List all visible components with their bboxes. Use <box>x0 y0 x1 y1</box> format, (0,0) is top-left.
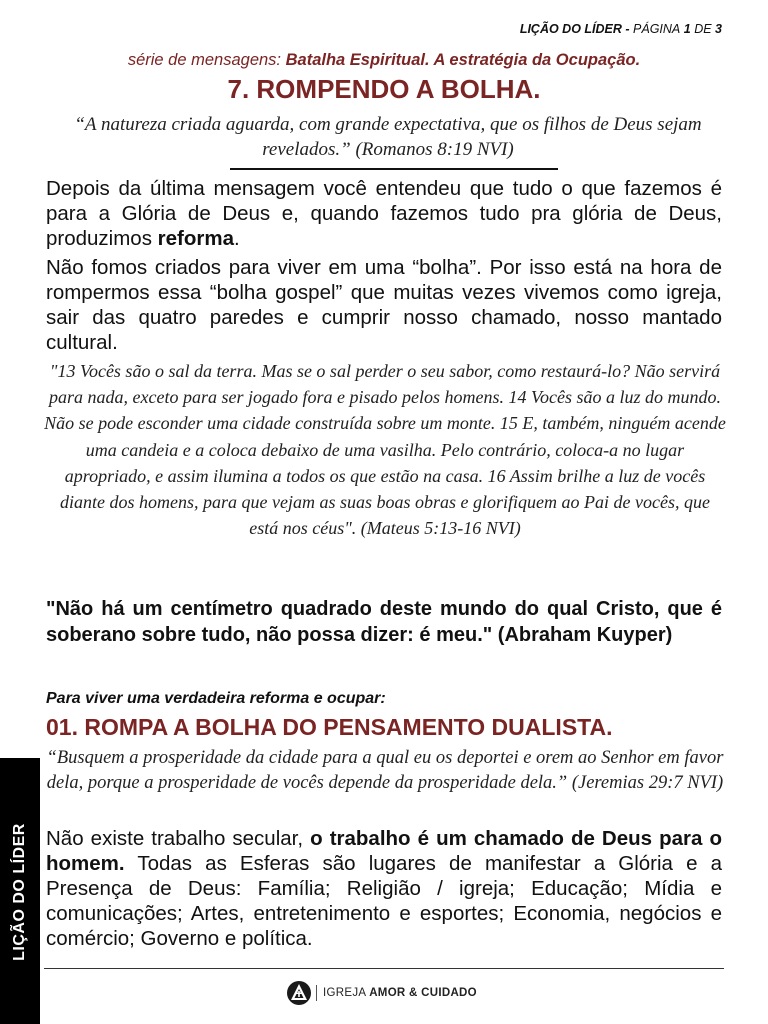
footer-church-name <box>323 987 477 999</box>
kuyper-quote: "Não há um centímetro quadrado deste mundo do qual Cristo, que é soberano sobre tudo, não possa dizer: é meu." (Abraham Kuyper) <box>46 598 722 646</box>
paragraph-intro-emphasis: reforma <box>157 227 235 250</box>
section-intro: Para viver uma verdadeira reforma e ocupar: <box>46 690 386 707</box>
side-tab-label: LIÇÃO DO LÍDER <box>11 823 28 961</box>
opening-verse: “A natureza criada aguarda, com grande expectativa, que os filhos de Deus sejam revelados.” (Romanos 8:19 NVI) <box>74 114 702 160</box>
series-line <box>0 51 768 70</box>
series-name: Batalha Espiritual. A estratégia da Ocupação. <box>285 51 641 69</box>
church-logo-icon <box>286 980 312 1006</box>
series-prefix: série de mensagens: <box>127 51 282 69</box>
section-paragraph-end: Todas as Esferas são lugares de manifestar a Glória e a Presença de Deus: Família; Religião / igreja; Educação; Mídia e comunicações; Artes, entretenimento e esportes; Economia, negócios e comércio; Governo e política. <box>46 852 722 950</box>
title-divider <box>230 168 558 170</box>
lesson-label: LIÇÃO DO LÍDER <box>519 22 622 36</box>
page-total: 3 <box>715 22 722 36</box>
church-name: AMOR & CUIDADO <box>369 987 477 999</box>
section-title: 01. ROMPA A BOLHA DO PENSAMENTO DUALISTA. <box>46 714 613 740</box>
paragraph-intro-end: . <box>234 227 240 250</box>
jeremiah-verse: “Busquem a prosperidade da cidade para a qual eu os deportei e orem ao Senhor em favor dela, porque a prosperidade de vocês depende da prosperidade dela.” (Jeremias 29:7 NVI) <box>46 748 724 793</box>
section-paragraph <box>46 826 722 951</box>
section-paragraph-emphasis: o trabalho é um chamado de Deus para o homem. <box>46 827 722 875</box>
page-current: 1 <box>683 22 691 36</box>
page-of: DE <box>694 22 712 36</box>
matthew-verse: "13 Vocês são o sal da terra. Mas se o sal perder o seu sabor, como restaurá-lo? Não servirá para nada, exceto para ser jogado fora e pisado pelos homens. 14 Vocês são a luz do mundo. Não se pode esconder uma cidade construída sobre um monte. 15 E, também, ninguém acende uma candeia e a coloca debaixo de uma vasilha. Pelo contrário, coloca-a no lugar apropriado, e assim ilumina a todos os que estão na casa. 16 Assim brilhe a luz de vocês diante dos homens, para que vejam as suas boas obras e glorifiquem ao Pai de vocês, que está nos céus". (Mateus 5:13-16 NVI) <box>44 361 726 539</box>
page-header <box>520 22 722 36</box>
church-prefix: IGREJA <box>323 987 366 999</box>
paragraph-intro <box>46 176 722 251</box>
header-separator: - <box>621 22 634 36</box>
paragraph-bubble: Não fomos criados para viver em uma “bolha”. Por isso está na hora de rompermos essa “bolha gospel” que muitas vezes vivemos como igreja, sair das quatro paredes e cumprir nosso chamado, nosso mantado cultural. <box>46 256 722 354</box>
footer-logo-divider <box>316 985 317 1001</box>
footer-divider <box>44 968 724 969</box>
paragraph-intro-text: Depois da última mensagem você entendeu que tudo o que fazemos é para a Glória de Deus e, quando fazemos tudo pra glória de Deus, produzimos <box>46 177 722 250</box>
footer-logo <box>286 980 477 1006</box>
section-paragraph-text: Não existe trabalho secular, <box>46 827 311 850</box>
page-title: 7. ROMPENDO A BOLHA. <box>227 74 541 104</box>
page-word: PÁGINA <box>633 22 681 36</box>
